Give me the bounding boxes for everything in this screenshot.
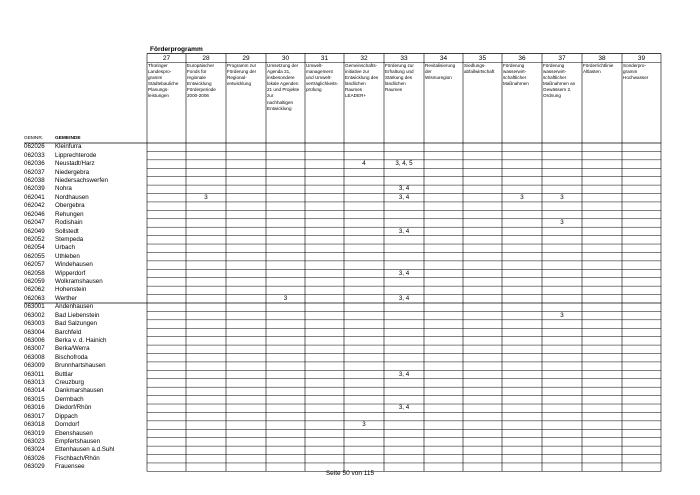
row-code: 062052 bbox=[24, 235, 45, 243]
row-name: Frauensee bbox=[55, 463, 85, 471]
column-description-line: Sonderpro- bbox=[623, 63, 646, 68]
column-description bbox=[502, 63, 542, 87]
row-code: 062057 bbox=[24, 261, 45, 269]
table-cell: 3 bbox=[362, 421, 366, 429]
row-code: 063001 bbox=[24, 303, 45, 311]
column-description-line: Förderung zur bbox=[385, 63, 414, 68]
row-name: Niedergebra bbox=[55, 168, 90, 176]
row-code: 062049 bbox=[24, 227, 45, 235]
column-description-line: 21 und Projekte bbox=[267, 87, 300, 93]
column-description-line: Entwicklung bbox=[187, 81, 212, 87]
table-cell: 3, 4 bbox=[398, 269, 410, 277]
row-name: Uthleben bbox=[55, 252, 80, 260]
table-cell: 3 bbox=[204, 193, 208, 201]
column-description-line: management bbox=[306, 69, 333, 75]
table-cell: 3 bbox=[560, 193, 564, 201]
row-code: 063023 bbox=[24, 438, 45, 445]
column-description-line: Maßnahmen bbox=[503, 81, 529, 87]
row-name: Wipperdorf bbox=[55, 269, 86, 277]
table-cell: 3, 4 bbox=[398, 193, 410, 201]
row-code: 062026 bbox=[24, 143, 45, 151]
column-description-line: zur bbox=[267, 93, 274, 99]
table-cell: 3, 4, 5 bbox=[395, 160, 413, 168]
column-description bbox=[542, 63, 582, 100]
column-description bbox=[424, 63, 463, 81]
column-description-line: entwicklung bbox=[227, 81, 252, 87]
row-code: 063008 bbox=[24, 353, 45, 361]
row-code: 062038 bbox=[24, 176, 45, 184]
column-description-line: Altlasten bbox=[583, 69, 601, 75]
row-code: 063002 bbox=[24, 311, 45, 319]
column-description bbox=[622, 63, 661, 81]
row-code: 063018 bbox=[24, 421, 45, 429]
table-cell: 3, 4 bbox=[398, 294, 410, 302]
row-code: 062055 bbox=[24, 252, 45, 260]
row-code: 063019 bbox=[24, 429, 45, 437]
table-cell: 3 bbox=[560, 311, 564, 319]
column-description-line: initiative zur bbox=[345, 69, 370, 75]
column-description-line: schaftlicher bbox=[503, 75, 527, 81]
column-number: 38 bbox=[598, 55, 606, 62]
row-name: Bad Liebenstein bbox=[55, 311, 100, 319]
column-description-line: Förderrichtlinie bbox=[583, 63, 614, 68]
row-code: 063026 bbox=[24, 454, 45, 462]
row-name: Obergebra bbox=[55, 202, 85, 210]
table-cell: 3, 4 bbox=[398, 370, 410, 378]
row-code: 063024 bbox=[24, 446, 45, 454]
column-description-line: Siedlungs- bbox=[464, 63, 486, 68]
row-code: 063016 bbox=[24, 404, 45, 412]
column-description-line: lokale Agenden bbox=[267, 81, 299, 87]
column-description-line: insbesondere bbox=[267, 75, 295, 81]
table-cell: 3, 4 bbox=[398, 404, 410, 412]
row-name: Diedorf/Rhön bbox=[55, 404, 92, 412]
row-name: Lipprechterode bbox=[55, 151, 97, 159]
column-number: 30 bbox=[281, 55, 290, 62]
row-name: Sollstedt bbox=[55, 227, 79, 235]
row-name: Ebenshausen bbox=[55, 429, 93, 437]
row-code: 062063 bbox=[24, 294, 45, 302]
column-description-line: Förderperiode bbox=[187, 87, 216, 93]
column-description-line: prüfung bbox=[306, 87, 322, 93]
row-code: 063009 bbox=[24, 362, 45, 370]
row-name: Bad Salzungen bbox=[55, 320, 97, 328]
row-name: Ettenhausen a.d.Suhl bbox=[55, 446, 115, 454]
column-description-line: Agenda 21, bbox=[267, 69, 291, 75]
column-description-line: Erhaltung und bbox=[385, 69, 414, 75]
row-code: 063006 bbox=[24, 336, 45, 344]
column-description-line: Gewässern 2. bbox=[543, 87, 572, 93]
row-code: 062037 bbox=[24, 168, 45, 176]
page-footer: Seite 50 von 115 bbox=[325, 470, 375, 477]
row-name: Berka v. d. Hainich bbox=[55, 336, 107, 344]
column-description-line: Wismuregion bbox=[425, 75, 452, 81]
table-cell: 4 bbox=[362, 160, 366, 168]
column-description-line: Förderung der bbox=[227, 69, 257, 75]
row-code: 063017 bbox=[24, 412, 45, 420]
column-description-line: LEADER+ bbox=[345, 93, 367, 99]
row-name: Neustadt/Harz bbox=[55, 160, 95, 168]
row-code: 062042 bbox=[24, 202, 45, 210]
row-name: Niedersachswerfen bbox=[55, 176, 108, 184]
column-number: 29 bbox=[242, 55, 250, 62]
row-name: Berka/Werra bbox=[55, 345, 90, 353]
row-name: Hohenstein bbox=[55, 286, 87, 294]
row-name: Creuzburg bbox=[55, 379, 84, 387]
column-description-line: der bbox=[425, 69, 432, 75]
column-description bbox=[147, 63, 186, 100]
table-cell: 3, 4 bbox=[398, 227, 410, 235]
column-description-line: Gemeinschafts- bbox=[345, 63, 378, 68]
table-cell: 3 bbox=[520, 193, 524, 201]
column-number: 35 bbox=[478, 55, 487, 62]
column-description bbox=[226, 63, 266, 87]
row-code: 063015 bbox=[24, 395, 45, 403]
row-code: 063003 bbox=[24, 320, 45, 328]
column-description-line: Umwelt- bbox=[306, 63, 323, 68]
row-code: 062058 bbox=[24, 269, 45, 277]
column-description-line: 2000-2006 bbox=[187, 93, 209, 99]
row-name: Dermbach bbox=[55, 395, 84, 403]
row-code: 062046 bbox=[24, 210, 45, 218]
column-description-line: Fonds für bbox=[187, 69, 207, 75]
row-name: Empfertshausen bbox=[55, 438, 101, 445]
row-name: Bischofroda bbox=[55, 353, 88, 361]
column-description-line: Europäischer bbox=[187, 63, 215, 68]
column-description-line: Regional- bbox=[227, 75, 247, 81]
row-name: Stempeda bbox=[55, 235, 84, 243]
column-description-line: Förderung bbox=[503, 63, 525, 68]
column-description-line: abfallwirtschaft bbox=[464, 69, 495, 75]
column-number: 34 bbox=[439, 55, 448, 62]
column-description-line: gramm bbox=[148, 75, 163, 81]
row-code: 063011 bbox=[24, 370, 45, 378]
row-code: 062036 bbox=[24, 160, 45, 168]
column-description-line: Planungs- bbox=[148, 87, 169, 93]
row-code: 062062 bbox=[24, 286, 45, 294]
row-name: Dorndorf bbox=[55, 421, 80, 429]
table-cell: 3 bbox=[283, 294, 288, 302]
column-number: 37 bbox=[558, 55, 566, 62]
column-description-line: Städtebauliche bbox=[148, 81, 179, 87]
column-description-line: nachhaltigen bbox=[267, 99, 294, 105]
table-cell: 3 bbox=[560, 219, 564, 227]
column-description-line: Maßnahmen an bbox=[543, 81, 576, 87]
column-description-line: regionale bbox=[187, 75, 206, 81]
row-name: Dankmarshausen bbox=[55, 387, 104, 395]
row-name: Dippach bbox=[55, 412, 78, 420]
column-description-line: Ordnung bbox=[543, 93, 561, 99]
row-code: 062054 bbox=[24, 244, 45, 252]
column-description-line: leistungen bbox=[148, 93, 169, 99]
column-description-line: Revitalisierung bbox=[425, 63, 456, 68]
row-code: 062039 bbox=[24, 185, 45, 193]
column-description-line: Raumes bbox=[385, 87, 403, 93]
column-description-line: Stärkung des bbox=[385, 75, 413, 81]
column-description-line: Hochwasser bbox=[623, 75, 649, 81]
table-cell: 3, 4 bbox=[398, 185, 410, 193]
column-description-line: wasserwirt- bbox=[503, 69, 527, 75]
row-code: 062047 bbox=[24, 219, 45, 227]
column-description bbox=[305, 63, 344, 93]
row-name: Rodishain bbox=[55, 219, 83, 227]
row-code: 062059 bbox=[24, 278, 45, 286]
column-description-line: und Umwelt- bbox=[306, 75, 332, 81]
column-number: 31 bbox=[320, 55, 329, 62]
column-description-line: Raumes bbox=[345, 87, 363, 93]
row-name: Wolkramshausen bbox=[55, 278, 103, 286]
column-description-line: wasserwirt- bbox=[543, 69, 567, 75]
column-description-line: Entwicklung bbox=[267, 105, 292, 111]
column-description bbox=[582, 63, 622, 75]
row-code: 063029 bbox=[24, 463, 45, 471]
column-number: 33 bbox=[400, 55, 408, 62]
row-code: 062041 bbox=[24, 193, 45, 201]
column-description-line: ländlichen bbox=[385, 81, 406, 87]
row-code: 063013 bbox=[24, 379, 45, 387]
row-name: Windehausen bbox=[55, 261, 93, 269]
column-description-line: Entwicklung des bbox=[345, 75, 379, 81]
row-name: Werther bbox=[55, 294, 77, 302]
row-name: Kleinfurra bbox=[55, 143, 82, 151]
column-number: 36 bbox=[518, 55, 526, 62]
column-description-line: Thüringer bbox=[148, 63, 168, 68]
column-description bbox=[344, 63, 384, 100]
gemeinde-header: GEMEINDE bbox=[55, 136, 81, 141]
row-code: 062033 bbox=[24, 151, 45, 159]
column-description bbox=[186, 63, 226, 100]
row-code: 063004 bbox=[24, 328, 45, 336]
row-code: 063014 bbox=[24, 387, 45, 395]
row-name: Urbach bbox=[55, 244, 75, 252]
column-description-line: Förderung bbox=[543, 63, 565, 68]
row-name: Buttlar bbox=[55, 370, 73, 378]
column-description bbox=[463, 63, 502, 75]
row-name: Barchfeld bbox=[55, 328, 82, 336]
row-name: Fischbach/Rhön bbox=[55, 454, 100, 462]
column-number: 39 bbox=[637, 55, 646, 62]
column-description-line: Programm zur bbox=[227, 63, 257, 68]
column-description-line: ländlichen bbox=[345, 81, 366, 87]
row-name: Brunnhartshausen bbox=[55, 362, 106, 370]
row-name: Andenhausen bbox=[55, 303, 94, 311]
row-code: 063007 bbox=[24, 345, 45, 353]
row-name: Nordhausen bbox=[55, 193, 89, 201]
column-description bbox=[384, 63, 424, 93]
column-description-line: verträglichkeits- bbox=[306, 81, 339, 87]
column-description-line: Umsetzung der bbox=[267, 63, 299, 68]
column-number: 28 bbox=[202, 55, 210, 62]
row-name: Nohra bbox=[55, 185, 72, 193]
column-description-line: Landespro- bbox=[148, 69, 172, 75]
column-description-line: gramm bbox=[623, 69, 638, 75]
column-description bbox=[266, 63, 305, 112]
column-description-line: schaftlicher bbox=[543, 75, 567, 81]
column-number: 27 bbox=[162, 55, 171, 62]
column-number: 32 bbox=[360, 55, 368, 62]
group-title: Förderprogramm bbox=[150, 46, 203, 53]
gemnr-header: GEMNR. bbox=[24, 136, 44, 141]
row-name: Rehungen bbox=[55, 210, 84, 218]
